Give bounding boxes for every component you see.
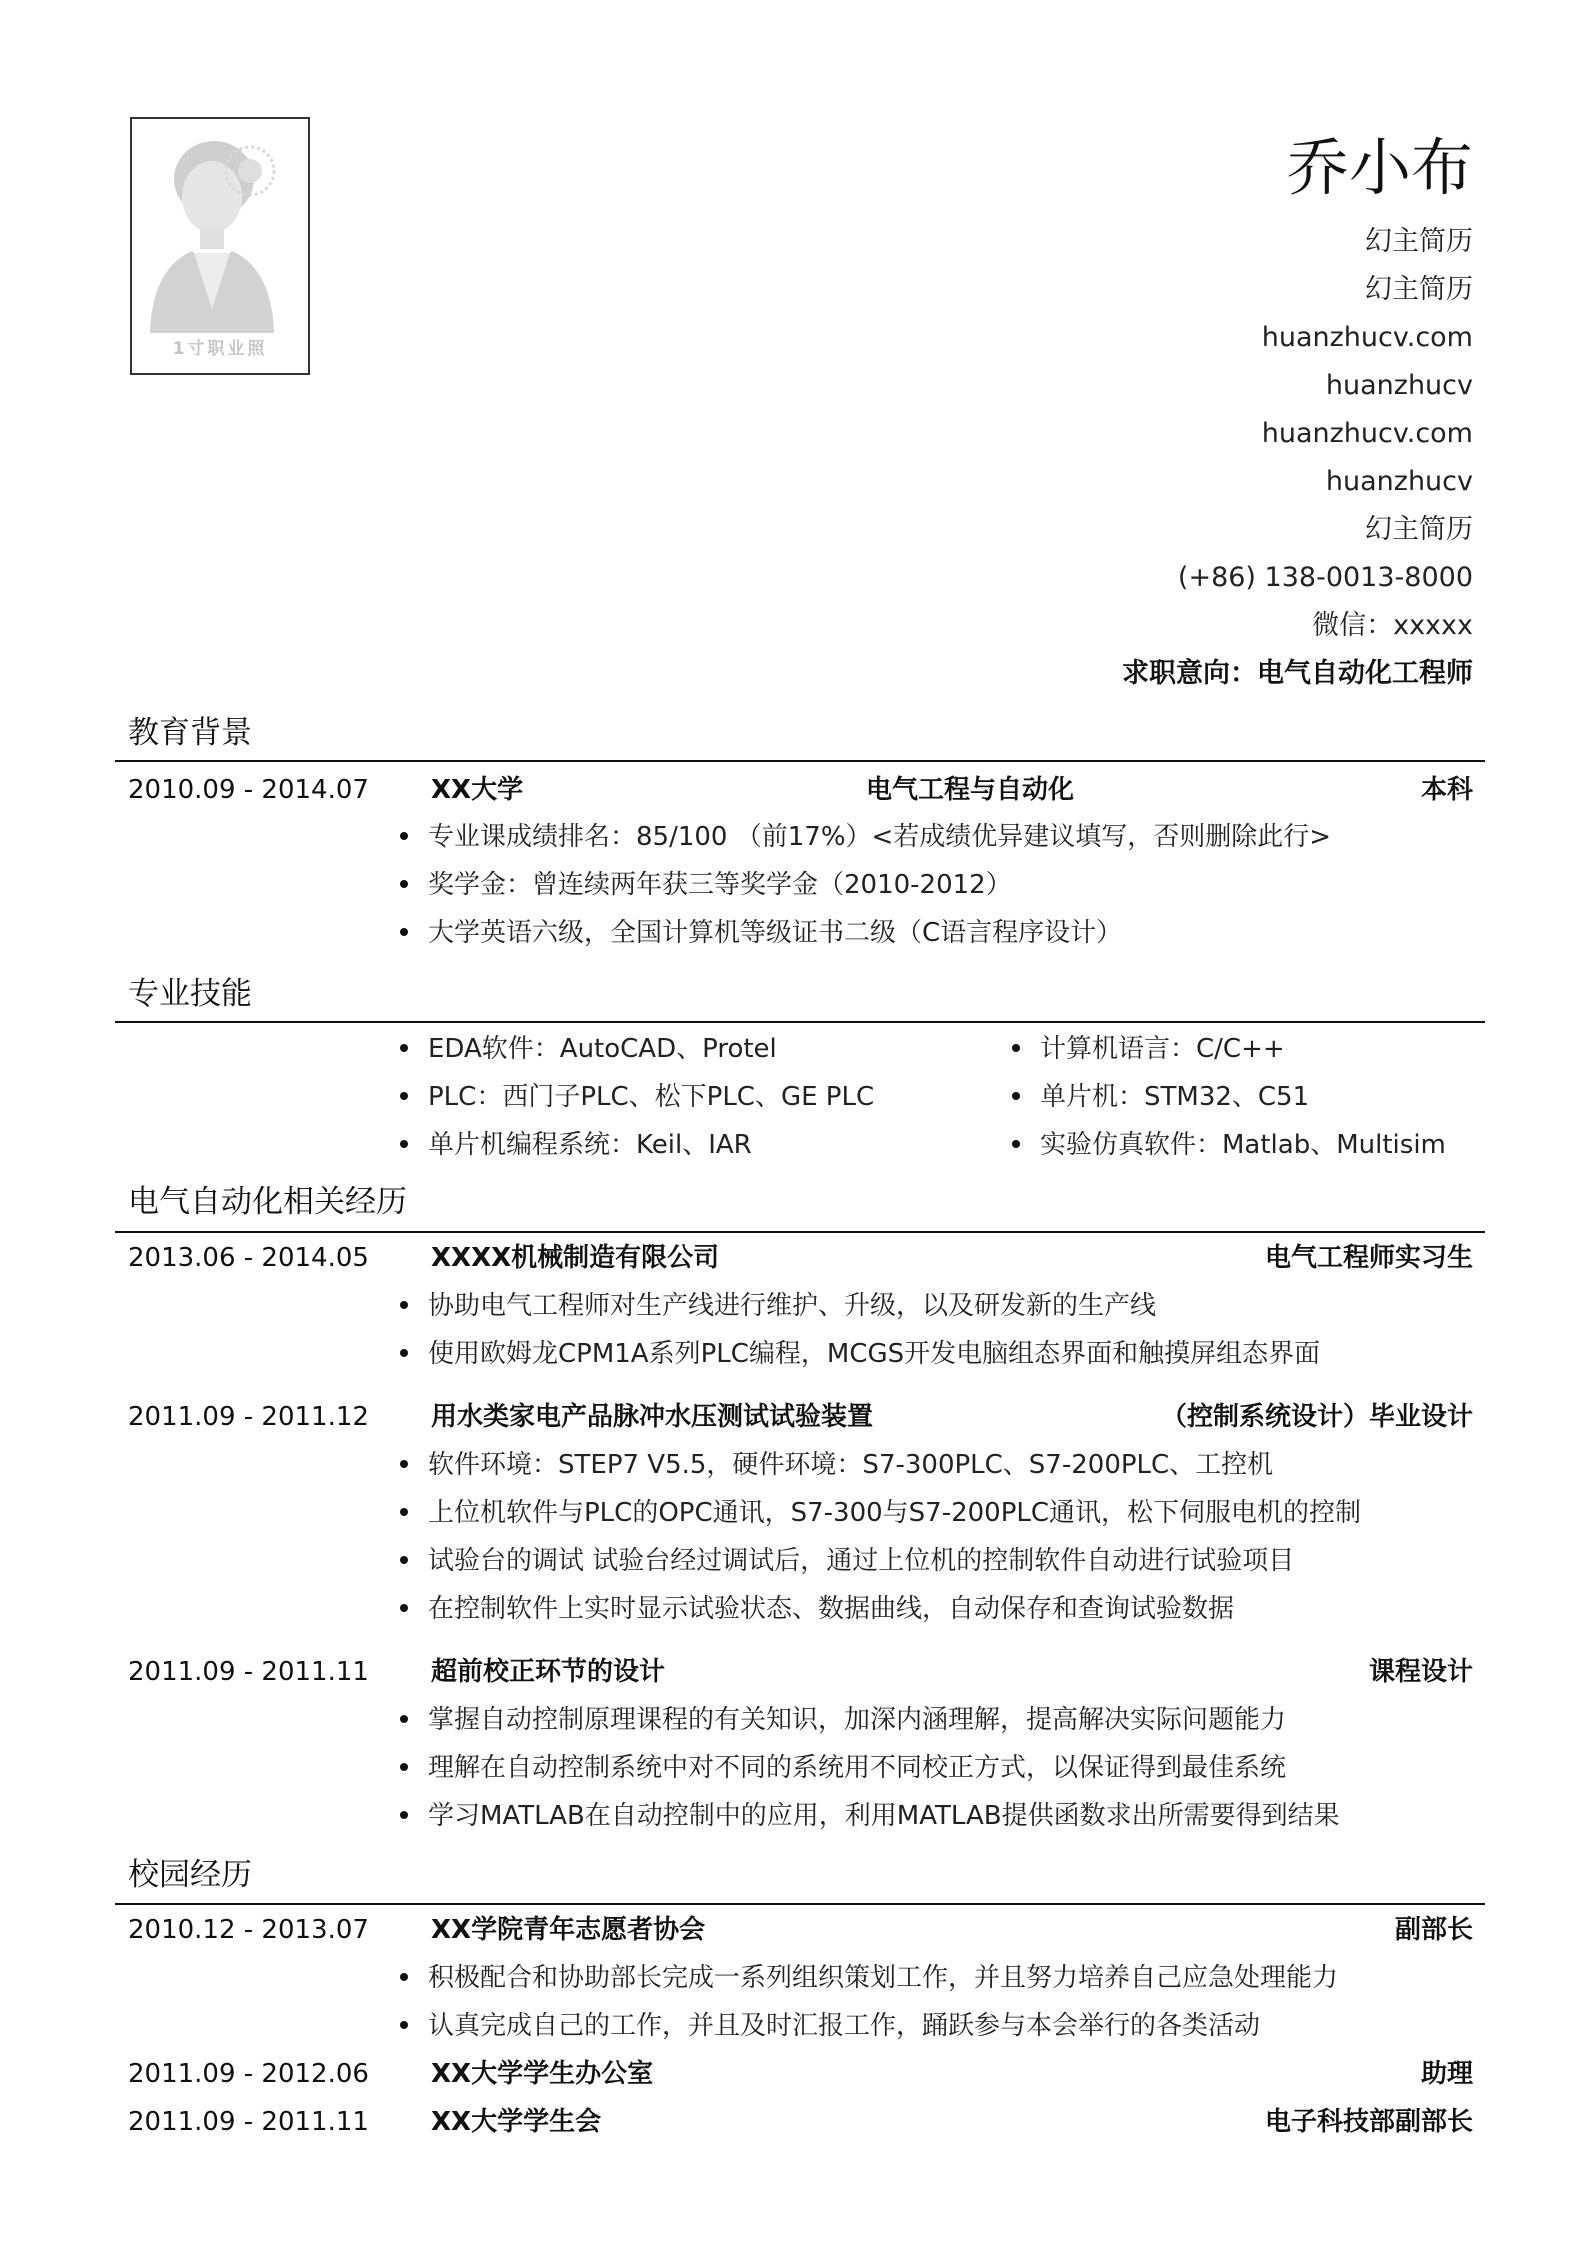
entry-date: 2011.09 - 2011.11 [128, 2107, 369, 2137]
bullet-icon [400, 1092, 408, 1100]
list-item: 掌握自动控制原理课程的有关知识，加深内涵理解，提高解决实际问题能力 [396, 1700, 1286, 1740]
degree: 本科 [1420, 775, 1473, 805]
section-title-education: 教育背景 [128, 715, 252, 751]
wechat-line: 微信：xxxxx [1312, 610, 1473, 641]
section-divider [115, 1231, 1485, 1233]
section-title-skills: 专业技能 [128, 976, 252, 1012]
contact-line: huanzhucv [1325, 370, 1473, 401]
bullet-icon [400, 1508, 408, 1516]
list-item: 试验台的调试 试验台经过调试后，通过上位机的控制软件自动进行试验项目 [396, 1541, 1294, 1581]
entry-title: XX学院青年志愿者协会 [431, 1915, 706, 1945]
skill-item: 实验仿真软件：Matlab、Multisim [1008, 1125, 1446, 1165]
bullet-icon [400, 1556, 408, 1564]
list-item: 上位机软件与PLC的OPC通讯，S7-300与S7-200PLC通讯，松下伺服电机的控制 [396, 1493, 1361, 1533]
section-title-campus: 校园经历 [128, 1857, 252, 1893]
entry-date: 2013.06 - 2014.05 [128, 1243, 369, 1273]
bullet-icon [400, 1140, 408, 1148]
entry-date: 2010.09 - 2014.07 [128, 775, 369, 805]
major-name: 电气工程与自动化 [866, 775, 1075, 805]
list-item: 大学英语六级，全国计算机等级证书二级（C语言程序设计） [396, 913, 1122, 953]
list-item: 专业课成绩排名：85/100 （前17%）<若成绩优异建议填写，否则删除此行> [396, 817, 1331, 857]
bullet-icon [400, 1044, 408, 1052]
section-divider [115, 760, 1485, 762]
bullet-icon [1012, 1092, 1020, 1100]
website-line: huanzhucv.com [1261, 418, 1473, 449]
entry-date: 2011.09 - 2011.11 [128, 1657, 369, 1687]
skill-item: EDA软件：AutoCAD、Protel [396, 1029, 777, 1069]
section-divider [115, 1021, 1485, 1023]
entry-role: 副部长 [1394, 1915, 1473, 1945]
entry-date: 2010.12 - 2013.07 [128, 1915, 369, 1945]
list-item: 软件环境：STEP7 V5.5，硬件环境：S7-300PLC、S7-200PLC、工控机 [396, 1445, 1273, 1485]
bullet-icon [400, 1811, 408, 1819]
entry-role: 助理 [1420, 2059, 1473, 2089]
website-line: huanzhucv.com [1261, 322, 1473, 353]
list-item: 积极配合和协助部长完成一系列组织策划工作，并且努力培养自己应急处理能力 [396, 1958, 1338, 1998]
phone-line: (+86) 138-0013-8000 [1177, 562, 1473, 593]
entry-role: 课程设计 [1368, 1657, 1473, 1687]
list-item: 理解在自动控制系统中对不同的系统用不同校正方式，以保证得到最佳系统 [396, 1748, 1286, 1788]
entry-role: （控制系统设计）毕业设计 [1160, 1402, 1473, 1432]
bullet-icon [400, 1349, 408, 1357]
entry-date: 2011.09 - 2012.06 [128, 2059, 369, 2089]
list-item: 协助电气工程师对生产线进行维护、升级，以及研发新的生产线 [396, 1286, 1156, 1326]
list-item: 奖学金：曾连续两年获三等奖学金（2010-2012） [396, 865, 1012, 905]
photo-caption: 1寸职业照 [172, 339, 268, 359]
list-item: 使用欧姆龙CPM1A系列PLC编程，MCGS开发电脑组态界面和触摸屏组态界面 [396, 1334, 1320, 1374]
bullet-icon [400, 1973, 408, 1981]
entry-title: XX大学学生办公室 [431, 2059, 654, 2089]
skill-item: PLC：西门子PLC、松下PLC、GE PLC [396, 1077, 874, 1117]
job-objective: 求职意向：电气自动化工程师 [1122, 658, 1473, 689]
contact-line: huanzhucv [1325, 466, 1473, 497]
candidate-name: 乔小布 [1286, 131, 1473, 204]
skill-item: 单片机：STM32、C51 [1008, 1077, 1309, 1117]
contact-line: 幻主简历 [1365, 226, 1473, 257]
skill-item: 单片机编程系统：Keil、IAR [396, 1125, 752, 1165]
bullet-icon [400, 1715, 408, 1723]
contact-line: 幻主简历 [1365, 274, 1473, 305]
bullet-icon [400, 832, 408, 840]
contact-line: 幻主简历 [1365, 514, 1473, 545]
profile-photo [130, 117, 310, 375]
list-item: 学习MATLAB在自动控制中的应用，利用MATLAB提供函数求出所需要得到结果 [396, 1796, 1340, 1836]
bullet-icon [1012, 1140, 1020, 1148]
entry-title: XXXX机械制造有限公司 [431, 1243, 720, 1273]
bullet-icon [400, 1763, 408, 1771]
skill-item: 计算机语言：C/C++ [1008, 1029, 1285, 1069]
entry-role: 电子科技部副部长 [1264, 2107, 1473, 2137]
list-item: 认真完成自己的工作，并且及时汇报工作，踊跃参与本会举行的各类活动 [396, 2006, 1260, 2046]
bullet-icon [400, 2021, 408, 2029]
bullet-icon [400, 1604, 408, 1612]
entry-title: 超前校正环节的设计 [431, 1657, 666, 1687]
list-item: 在控制软件上实时显示试验状态、数据曲线，自动保存和查询试验数据 [396, 1589, 1234, 1629]
entry-date: 2011.09 - 2011.12 [128, 1402, 369, 1432]
section-title-experience: 电气自动化相关经历 [128, 1184, 407, 1220]
bullet-icon [400, 880, 408, 888]
school-name: XX大学 [431, 775, 524, 805]
entry-title: XX大学学生会 [431, 2107, 602, 2137]
bullet-icon [1012, 1044, 1020, 1052]
bullet-icon [400, 928, 408, 936]
entry-role: 电气工程师实习生 [1264, 1243, 1473, 1273]
contact-block [1122, 218, 1473, 698]
bullet-icon [400, 1301, 408, 1309]
bullet-icon [400, 1460, 408, 1468]
entry-title: 用水类家电产品脉冲水压测试试验装置 [431, 1402, 874, 1432]
section-divider [115, 1903, 1485, 1905]
